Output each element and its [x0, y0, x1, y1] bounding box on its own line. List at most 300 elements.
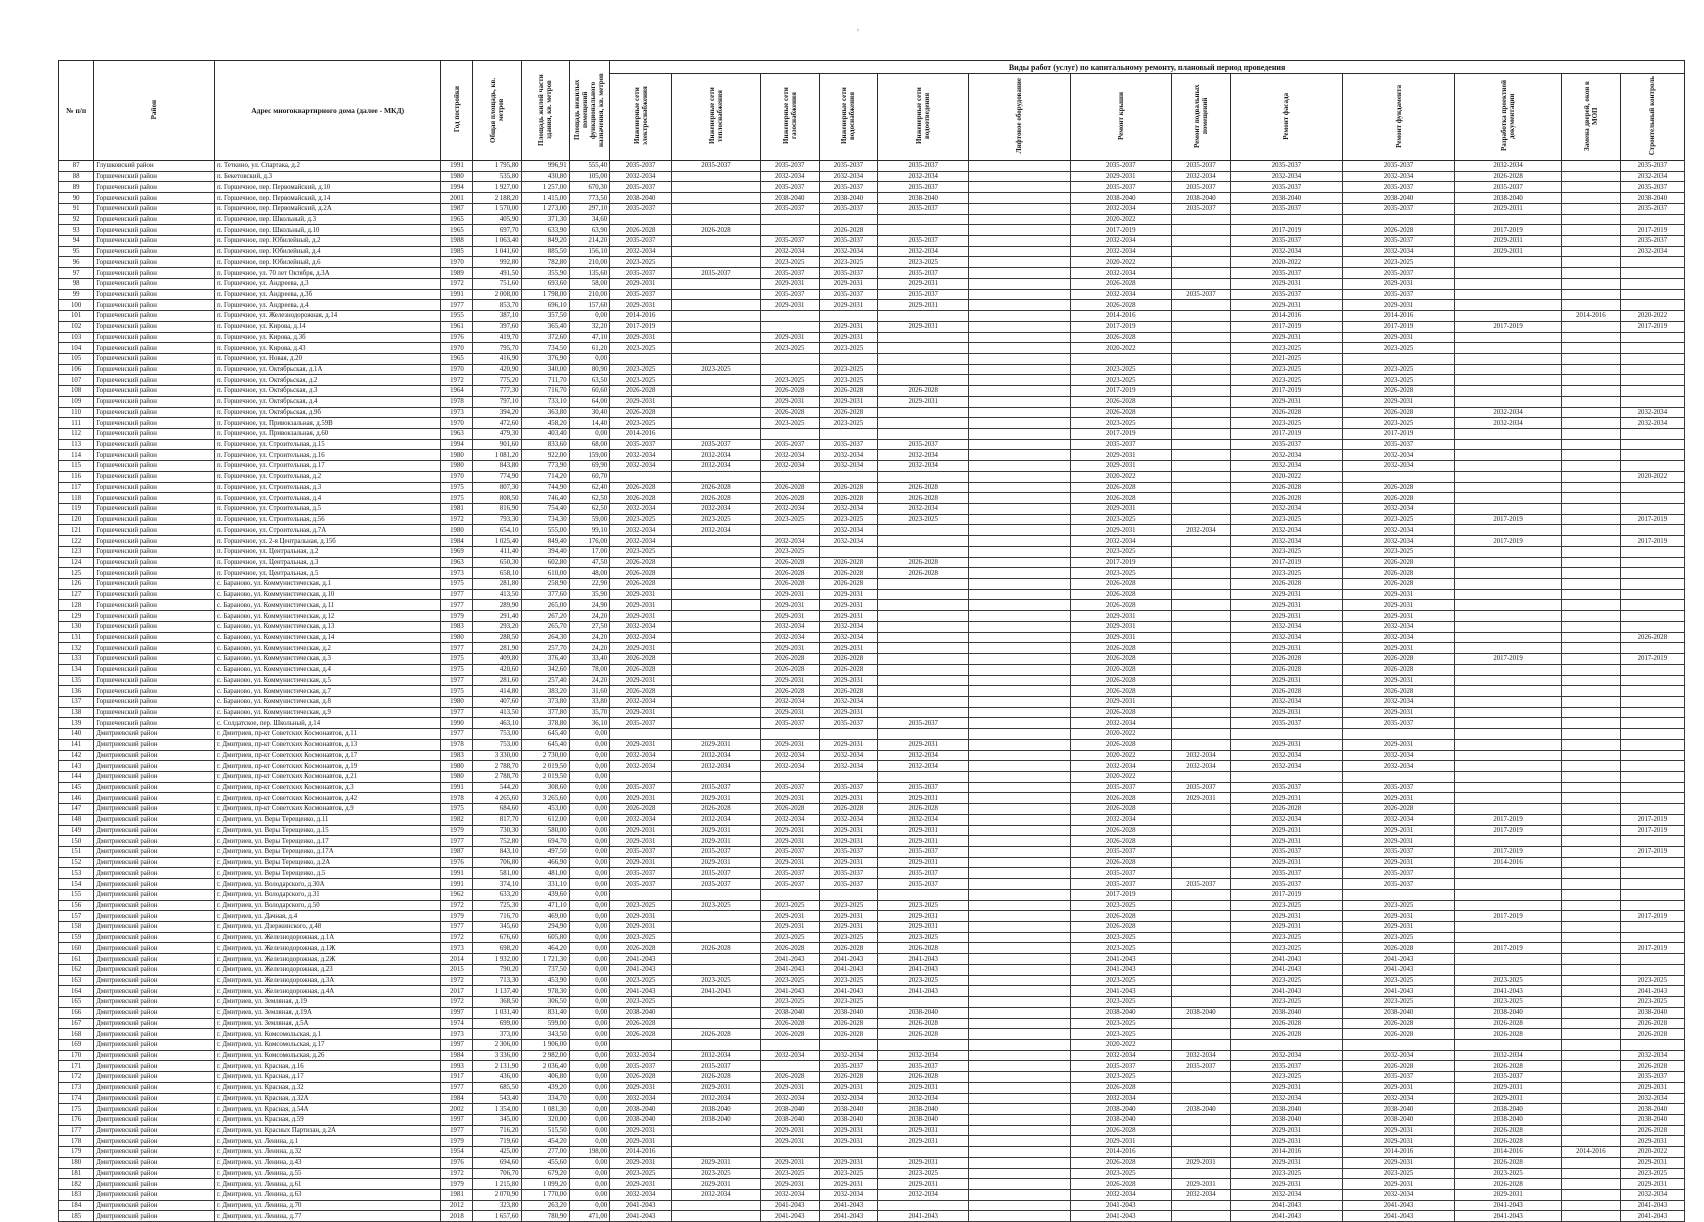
cell-water-supply: [819, 546, 878, 557]
cell-water-supply: 2041-2043: [819, 1211, 878, 1222]
cell-gas: 2038-2040: [760, 1104, 819, 1115]
cell-basement-repair: [1172, 386, 1231, 397]
cell-year: 1980: [441, 171, 473, 182]
cell-roof-repair: 2041-2043: [1070, 954, 1171, 965]
cell-roof-repair: 2032-2034: [1070, 761, 1171, 772]
cell-doors-windows: [1562, 1050, 1621, 1061]
cell-nonliving-area: 32,20: [569, 321, 610, 332]
cell-doors-windows: 2014-2016: [1562, 1147, 1621, 1158]
cell-row-number: 135: [59, 675, 94, 686]
cell-water-supply: 2038-2040: [819, 1104, 878, 1115]
cell-project-docs: [1455, 611, 1562, 622]
cell-row-number: 180: [59, 1157, 94, 1168]
cell-facade-repair: 2020-2022: [1230, 471, 1342, 482]
cell-foundation-repair: 2017-2019: [1343, 428, 1455, 439]
cell-water-supply: 2032-2034: [819, 632, 878, 643]
cell-water-supply: 2029-2031: [819, 589, 878, 600]
cell-project-docs: [1455, 750, 1562, 761]
cell-nonliving-area: 0,00: [569, 1018, 610, 1029]
cell-facade-repair: [1230, 1039, 1342, 1050]
cell-living-area: 580,00: [521, 825, 569, 836]
cell-address: г. Дмитриев, ул. Комсомольская, д.26: [214, 1050, 440, 1061]
cell-electricity: 2026-2028: [610, 557, 672, 568]
cell-district: Горшеченский район: [94, 300, 215, 311]
cell-total-area: 420,90: [473, 364, 521, 375]
cell-sewerage: 2038-2040: [878, 1114, 969, 1125]
cell-address: п. Горшечное, ул. Кирова, д.3б: [214, 332, 440, 343]
cell-sewerage: [878, 997, 969, 1008]
cell-foundation-repair: 2026-2028: [1343, 579, 1455, 590]
cell-year: 2018: [441, 1211, 473, 1222]
cell-basement-repair: [1172, 889, 1231, 900]
cell-address: с. Бараново, ул. Коммунистическая, д.14: [214, 632, 440, 643]
cell-row-number: 120: [59, 514, 94, 525]
table-row: [59, 1093, 1685, 1104]
cell-construction-control: [1620, 439, 1684, 450]
cell-district: Дмитриевский район: [94, 1179, 215, 1190]
cell-construction-control: 2023-2025: [1620, 1168, 1684, 1179]
cell-project-docs: 2026-2028: [1455, 1136, 1562, 1147]
cell-facade-repair: 2029-2031: [1230, 278, 1342, 289]
table-row: [59, 1179, 1685, 1190]
cell-doors-windows: [1562, 193, 1621, 204]
table-row: [59, 804, 1685, 815]
cell-heating: 2029-2031: [672, 739, 761, 750]
cell-roof-repair: 2029-2031: [1070, 171, 1171, 182]
cell-construction-control: 2017-2019: [1620, 825, 1684, 836]
cell-basement-repair: 2035-2037: [1172, 161, 1231, 172]
cell-living-area: 733,10: [521, 396, 569, 407]
cell-roof-repair: 2026-2028: [1070, 836, 1171, 847]
cell-construction-control: 2023-2025: [1620, 975, 1684, 986]
cell-roof-repair: 2035-2037: [1070, 439, 1171, 450]
table-row: [59, 461, 1685, 472]
cell-year: 1969: [441, 546, 473, 557]
cell-electricity: 2035-2037: [610, 879, 672, 890]
cell-row-number: 156: [59, 900, 94, 911]
cell-construction-control: [1620, 1039, 1684, 1050]
cell-foundation-repair: 2041-2043: [1343, 1211, 1455, 1222]
cell-district: Горшеченский район: [94, 289, 215, 300]
cell-district: Горшеченский район: [94, 557, 215, 568]
cell-district: Дмитриевский район: [94, 804, 215, 815]
table-row: [59, 793, 1685, 804]
cell-elevator: [969, 954, 1070, 965]
cell-nonliving-area: 24,90: [569, 600, 610, 611]
cell-facade-repair: 2029-2031: [1230, 1082, 1342, 1093]
cell-foundation-repair: 2023-2025: [1343, 375, 1455, 386]
cell-nonliving-area: 0,00: [569, 814, 610, 825]
cell-living-area: 464,20: [521, 943, 569, 954]
col-header-sewerage: Инженерные сети водоотведения: [878, 74, 969, 161]
cell-water-supply: 2026-2028: [819, 557, 878, 568]
cell-electricity: 2026-2028: [610, 804, 672, 815]
cell-foundation-repair: 2023-2025: [1343, 932, 1455, 943]
cell-heating: 2026-2028: [672, 1029, 761, 1040]
cell-doors-windows: [1562, 536, 1621, 547]
cell-basement-repair: [1172, 654, 1231, 665]
cell-doors-windows: [1562, 814, 1621, 825]
cell-living-area: 633,90: [521, 225, 569, 236]
cell-year: 1972: [441, 375, 473, 386]
col-header-basement-repair: Ремонт подвальных помещений: [1172, 74, 1231, 161]
cell-sewerage: [878, 353, 969, 364]
cell-doors-windows: [1562, 911, 1621, 922]
cell-roof-repair: 2026-2028: [1070, 739, 1171, 750]
cell-total-area: 581,00: [473, 868, 521, 879]
cell-row-number: 167: [59, 1018, 94, 1029]
cell-doors-windows: [1562, 1007, 1621, 1018]
cell-nonliving-area: 156,10: [569, 246, 610, 257]
cell-sewerage: 2035-2037: [878, 161, 969, 172]
cell-nonliving-area: 62,50: [569, 493, 610, 504]
cell-address: г. Дмитриев, ул. Веры Терещенко, д.17: [214, 836, 440, 847]
cell-doors-windows: [1562, 407, 1621, 418]
table-row: [59, 418, 1685, 429]
cell-gas: [760, 771, 819, 782]
cell-living-area: 885,50: [521, 246, 569, 257]
cell-facade-repair: 2032-2034: [1230, 696, 1342, 707]
cell-gas: 2035-2037: [760, 203, 819, 214]
cell-construction-control: 2017-2019: [1620, 321, 1684, 332]
cell-electricity: 2032-2034: [610, 1093, 672, 1104]
cell-living-area: 737,50: [521, 964, 569, 975]
cell-roof-repair: 2029-2031: [1070, 1136, 1171, 1147]
cell-construction-control: 2038-2040: [1620, 1114, 1684, 1125]
cell-row-number: 108: [59, 386, 94, 397]
table-row: [59, 1168, 1685, 1179]
cell-total-area: 409,80: [473, 654, 521, 665]
cell-sewerage: [878, 654, 969, 665]
cell-construction-control: [1620, 964, 1684, 975]
cell-foundation-repair: 2026-2028: [1343, 568, 1455, 579]
cell-construction-control: [1620, 214, 1684, 225]
cell-foundation-repair: 2032-2034: [1343, 696, 1455, 707]
cell-gas: 2023-2025: [760, 418, 819, 429]
cell-heating: 2023-2025: [672, 900, 761, 911]
table-row: [59, 729, 1685, 740]
cell-sewerage: [878, 632, 969, 643]
cell-roof-repair: 2038-2040: [1070, 1007, 1171, 1018]
cell-doors-windows: [1562, 461, 1621, 472]
cell-gas: [760, 364, 819, 375]
table-row: [59, 739, 1685, 750]
cell-electricity: 2029-2031: [610, 1157, 672, 1168]
cell-district: Горшеченский район: [94, 396, 215, 407]
cell-facade-repair: 2035-2037: [1230, 1061, 1342, 1072]
cell-water-supply: 2026-2028: [819, 804, 878, 815]
cell-electricity: 2035-2037: [610, 718, 672, 729]
cell-elevator: [969, 932, 1070, 943]
cell-basement-repair: [1172, 868, 1231, 879]
cell-roof-repair: 2035-2037: [1070, 879, 1171, 890]
cell-total-area: 1 932,00: [473, 954, 521, 965]
cell-total-area: 725,30: [473, 900, 521, 911]
cell-total-area: 706,80: [473, 857, 521, 868]
cell-gas: [760, 1061, 819, 1072]
cell-doors-windows: [1562, 332, 1621, 343]
cell-project-docs: [1455, 964, 1562, 975]
cell-construction-control: 2017-2019: [1620, 225, 1684, 236]
cell-sewerage: 2038-2040: [878, 1007, 969, 1018]
cell-foundation-repair: 2032-2034: [1343, 814, 1455, 825]
cell-electricity: 2041-2043: [610, 1200, 672, 1211]
cell-sewerage: 2032-2034: [878, 1093, 969, 1104]
cell-year: 1978: [441, 739, 473, 750]
cell-district: Горшеченский район: [94, 236, 215, 247]
cell-row-number: 172: [59, 1072, 94, 1083]
cell-foundation-repair: [1343, 471, 1455, 482]
cell-electricity: 2035-2037: [610, 289, 672, 300]
cell-heating: 2035-2037: [672, 847, 761, 858]
cell-sewerage: 2026-2028: [878, 493, 969, 504]
cell-year: 1988: [441, 236, 473, 247]
cell-nonliving-area: 0,00: [569, 1168, 610, 1179]
cell-elevator: [969, 793, 1070, 804]
cell-total-area: 373,00: [473, 1029, 521, 1040]
cell-total-area: 716,70: [473, 911, 521, 922]
cell-address: с. Бараново, ул. Коммунистическая, д.5: [214, 675, 440, 686]
cell-row-number: 176: [59, 1114, 94, 1125]
cell-nonliving-area: 31,60: [569, 686, 610, 697]
cell-row-number: 185: [59, 1211, 94, 1222]
cell-year: 1973: [441, 568, 473, 579]
cell-elevator: [969, 868, 1070, 879]
cell-construction-control: 2038-2040: [1620, 193, 1684, 204]
cell-nonliving-area: 210,00: [569, 289, 610, 300]
cell-basement-repair: [1172, 589, 1231, 600]
cell-heating: [672, 632, 761, 643]
cell-doors-windows: [1562, 268, 1621, 279]
cell-project-docs: [1455, 504, 1562, 515]
cell-heating: [672, 396, 761, 407]
cell-elevator: [969, 161, 1070, 172]
table-row: [59, 343, 1685, 354]
cell-sewerage: 2023-2025: [878, 1168, 969, 1179]
cell-electricity: [610, 729, 672, 740]
cell-heating: [672, 1147, 761, 1158]
cell-project-docs: [1455, 954, 1562, 965]
cell-water-supply: 2026-2028: [819, 664, 878, 675]
cell-nonliving-area: 0,00: [569, 964, 610, 975]
cell-doors-windows: [1562, 793, 1621, 804]
cell-basement-repair: 2032-2034: [1172, 525, 1231, 536]
cell-living-area: 454,20: [521, 1136, 569, 1147]
cell-sewerage: 2032-2034: [878, 504, 969, 515]
cell-project-docs: 2023-2025: [1455, 975, 1562, 986]
table-row: [59, 857, 1685, 868]
cell-living-area: 481,00: [521, 868, 569, 879]
cell-doors-windows: [1562, 771, 1621, 782]
cell-electricity: 2029-2031: [610, 332, 672, 343]
cell-roof-repair: 2035-2037: [1070, 847, 1171, 858]
cell-heating: [672, 932, 761, 943]
cell-foundation-repair: 2029-2031: [1343, 707, 1455, 718]
cell-elevator: [969, 761, 1070, 772]
cell-heating: [672, 964, 761, 975]
cell-basement-repair: [1172, 814, 1231, 825]
cell-sewerage: [878, 696, 969, 707]
cell-project-docs: [1455, 782, 1562, 793]
table-row: [59, 428, 1685, 439]
cell-total-area: 1 041,60: [473, 246, 521, 257]
cell-gas: 2029-2031: [760, 1125, 819, 1136]
cell-total-area: 419,70: [473, 332, 521, 343]
cell-project-docs: [1455, 793, 1562, 804]
table-row: [59, 450, 1685, 461]
cell-district: Дмитриевский район: [94, 814, 215, 825]
cell-basement-repair: [1172, 621, 1231, 632]
cell-address: с. Бараново, ул. Коммунистическая, д.1: [214, 579, 440, 590]
cell-construction-control: 2041-2043: [1620, 1211, 1684, 1222]
cell-elevator: [969, 1190, 1070, 1201]
cell-row-number: 178: [59, 1136, 94, 1147]
cell-elevator: [969, 750, 1070, 761]
cell-gas: 2041-2043: [760, 954, 819, 965]
cell-foundation-repair: 2038-2040: [1343, 1114, 1455, 1125]
cell-construction-control: [1620, 782, 1684, 793]
cell-district: Дмитриевский район: [94, 1125, 215, 1136]
cell-basement-repair: [1172, 964, 1231, 975]
cell-sewerage: 2032-2034: [878, 461, 969, 472]
cell-project-docs: [1455, 396, 1562, 407]
cell-heating: [672, 675, 761, 686]
cell-heating: 2026-2028: [672, 1072, 761, 1083]
cell-elevator: [969, 1157, 1070, 1168]
cell-construction-control: [1620, 579, 1684, 590]
table-row: [59, 257, 1685, 268]
cell-gas: 2032-2034: [760, 1190, 819, 1201]
cell-facade-repair: 2021-2025: [1230, 353, 1342, 364]
cell-roof-repair: 2026-2028: [1070, 579, 1171, 590]
cell-heating: 2023-2025: [672, 1168, 761, 1179]
cell-district: Горшеченский район: [94, 461, 215, 472]
cell-district: Горшеченский район: [94, 182, 215, 193]
cell-heating: [672, 922, 761, 933]
table-row: [59, 847, 1685, 858]
cell-water-supply: 2023-2025: [819, 343, 878, 354]
cell-district: Горшеченский район: [94, 407, 215, 418]
table-body: [59, 161, 1685, 1222]
cell-electricity: 2023-2025: [610, 975, 672, 986]
table-row: [59, 1190, 1685, 1201]
cell-foundation-repair: 2029-2031: [1343, 1136, 1455, 1147]
cell-year: 1991: [441, 782, 473, 793]
cell-elevator: [969, 407, 1070, 418]
cell-project-docs: [1455, 428, 1562, 439]
cell-doors-windows: [1562, 1093, 1621, 1104]
cell-gas: 2029-2031: [760, 300, 819, 311]
cell-total-area: 413,50: [473, 589, 521, 600]
cell-roof-repair: 2035-2037: [1070, 868, 1171, 879]
cell-water-supply: 2026-2028: [819, 654, 878, 665]
table-row: [59, 836, 1685, 847]
cell-district: Дмитриевский район: [94, 750, 215, 761]
cell-foundation-repair: 2032-2034: [1343, 621, 1455, 632]
cell-elevator: [969, 804, 1070, 815]
cell-address: п. Бекетовский, д.3: [214, 171, 440, 182]
cell-water-supply: 2032-2034: [819, 696, 878, 707]
cell-construction-control: 2035-2037: [1620, 1072, 1684, 1083]
cell-roof-repair: 2026-2028: [1070, 686, 1171, 697]
cell-roof-repair: 2026-2028: [1070, 300, 1171, 311]
cell-basement-repair: [1172, 225, 1231, 236]
cell-gas: 2035-2037: [760, 289, 819, 300]
cell-elevator: [969, 879, 1070, 890]
cell-district: Дмитриевский район: [94, 1072, 215, 1083]
cell-electricity: 2029-2031: [610, 600, 672, 611]
cell-district: Дмитриевский район: [94, 997, 215, 1008]
cell-heating: [672, 182, 761, 193]
cell-district: Горшеченский район: [94, 364, 215, 375]
cell-roof-repair: 2023-2025: [1070, 1072, 1171, 1083]
cell-total-area: 436,00: [473, 1072, 521, 1083]
cell-district: Дмитриевский район: [94, 900, 215, 911]
cell-gas: 2029-2031: [760, 332, 819, 343]
col-header-elevator: Лифтовое оборудование: [969, 74, 1070, 161]
cell-water-supply: 2023-2025: [819, 932, 878, 943]
cell-roof-repair: 2026-2028: [1070, 1125, 1171, 1136]
cell-living-area: 3 265,60: [521, 793, 569, 804]
cell-basement-repair: 2035-2037: [1172, 879, 1231, 890]
cell-project-docs: [1455, 739, 1562, 750]
table-row: [59, 268, 1685, 279]
cell-roof-repair: 2017-2019: [1070, 225, 1171, 236]
cell-gas: [760, 214, 819, 225]
cell-sewerage: 2035-2037: [878, 203, 969, 214]
cell-doors-windows: [1562, 289, 1621, 300]
col-header-doors-windows: Замена дверей, окон в МОП: [1562, 74, 1621, 161]
cell-project-docs: 2023-2025: [1455, 997, 1562, 1008]
cell-elevator: [969, 825, 1070, 836]
cell-district: Дмитриевский район: [94, 954, 215, 965]
cell-facade-repair: 2035-2037: [1230, 236, 1342, 247]
cell-foundation-repair: 2026-2028: [1343, 1018, 1455, 1029]
cell-project-docs: [1455, 900, 1562, 911]
cell-electricity: 2032-2034: [610, 536, 672, 547]
cell-roof-repair: 2026-2028: [1070, 482, 1171, 493]
cell-foundation-repair: 2032-2034: [1343, 525, 1455, 536]
cell-year: 1973: [441, 1029, 473, 1040]
cell-construction-control: [1620, 482, 1684, 493]
cell-facade-repair: 2017-2019: [1230, 889, 1342, 900]
cell-total-area: 345,60: [473, 922, 521, 933]
cell-year: 1997: [441, 1039, 473, 1050]
cell-elevator: [969, 386, 1070, 397]
cell-project-docs: 2041-2043: [1455, 1200, 1562, 1211]
cell-heating: [672, 568, 761, 579]
cell-facade-repair: 2017-2019: [1230, 321, 1342, 332]
cell-foundation-repair: 2029-2031: [1343, 1157, 1455, 1168]
cell-foundation-repair: 2035-2037: [1343, 236, 1455, 247]
cell-facade-repair: 2029-2031: [1230, 300, 1342, 311]
cell-construction-control: [1620, 504, 1684, 515]
cell-electricity: 2026-2028: [610, 482, 672, 493]
cell-facade-repair: [1230, 771, 1342, 782]
cell-gas: 2026-2028: [760, 482, 819, 493]
cell-construction-control: 2035-2037: [1620, 182, 1684, 193]
cell-gas: 2029-2031: [760, 611, 819, 622]
cell-year: 1989: [441, 268, 473, 279]
cell-facade-repair: 2029-2031: [1230, 396, 1342, 407]
cell-project-docs: [1455, 696, 1562, 707]
cell-sewerage: 2032-2034: [878, 1050, 969, 1061]
cell-gas: 2038-2040: [760, 1114, 819, 1125]
cell-roof-repair: 2029-2031: [1070, 504, 1171, 515]
cell-district: Горшеченский район: [94, 568, 215, 579]
cell-heating: 2032-2034: [672, 504, 761, 515]
cell-electricity: 2023-2025: [610, 900, 672, 911]
